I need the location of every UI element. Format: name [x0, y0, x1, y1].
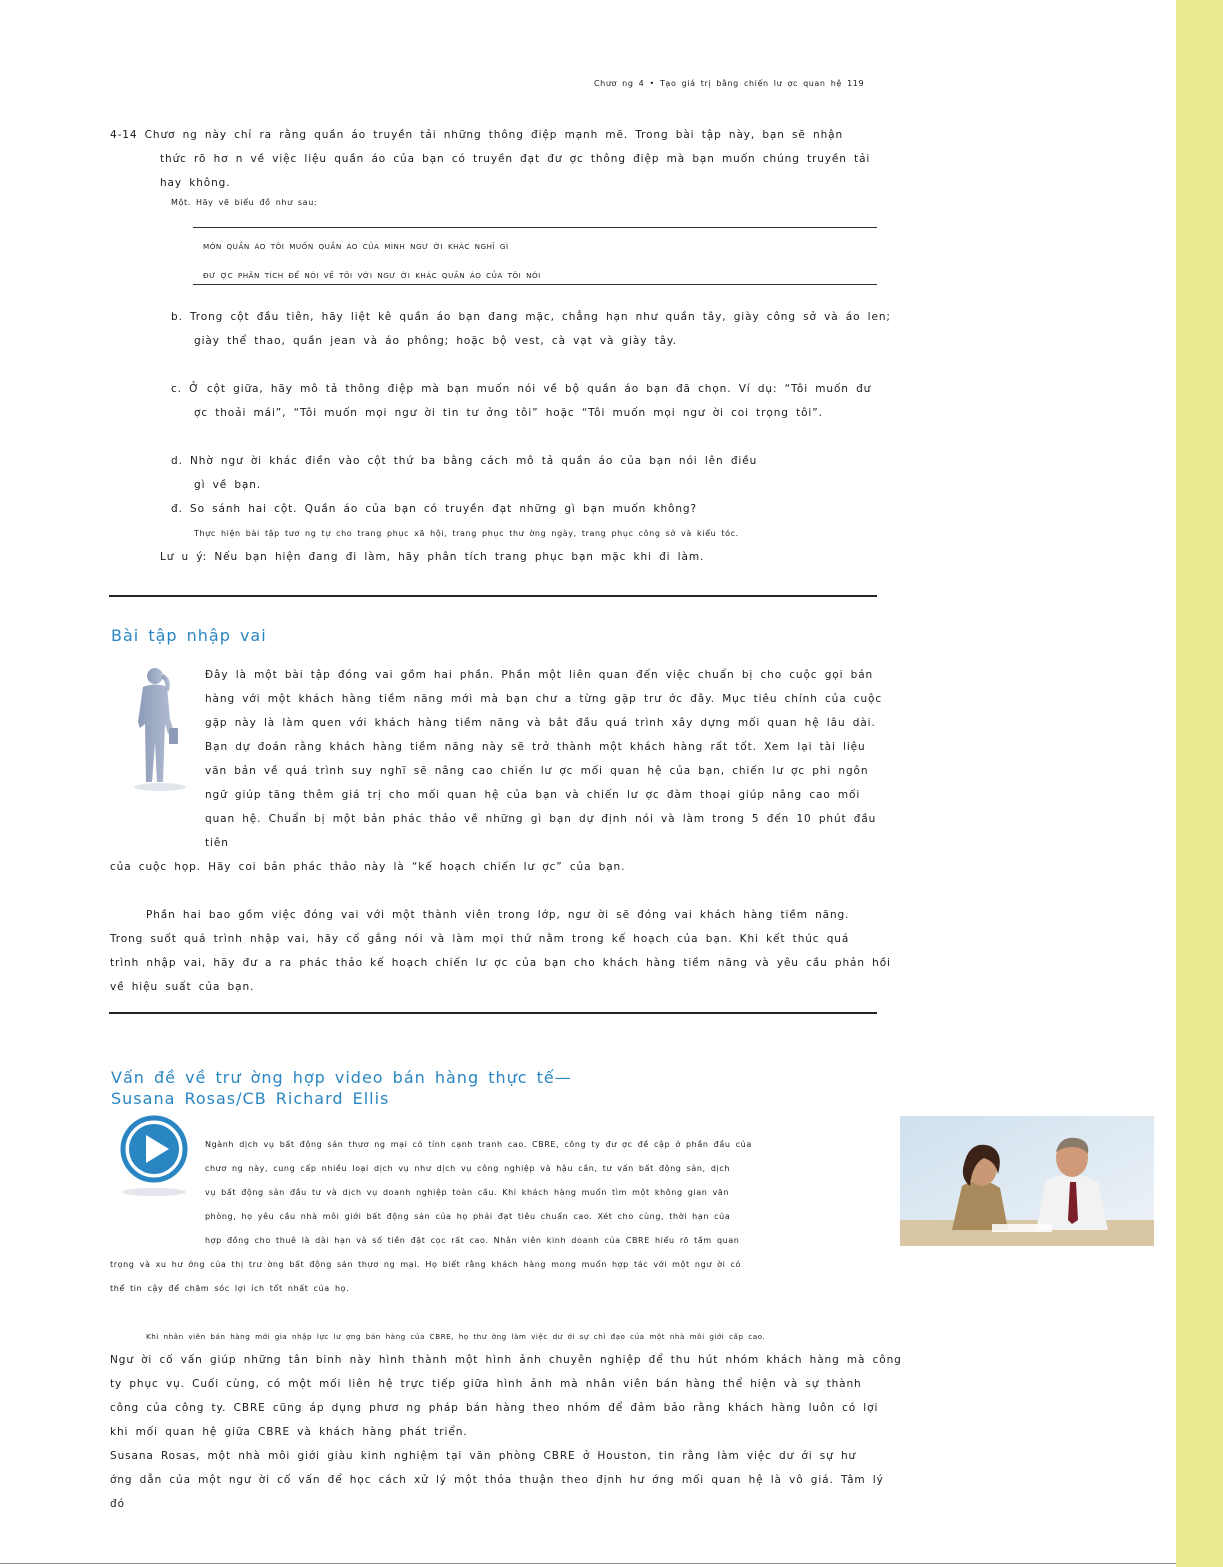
roleplay-line: quan hệ. Chuẩn bị một bản phác thảo về những gì bạn dự định nói và làm trong 5 đến 10 phút đầu: [205, 813, 877, 825]
roleplay-line: ngữ giúp tăng thêm giá trị cho mối quan hệ của bạn và chiến lư ợc đàm thoại giúp nâng cao mối: [205, 789, 861, 801]
person-silhouette-icon: [128, 664, 192, 794]
running-header: Chươ ng 4 • Tạo giá trị bằng chiến lư ợc quan hệ 119: [594, 79, 865, 88]
section-subtitle-video-case: Susana Rosas/CB Richard Ellis: [111, 1089, 390, 1108]
section-divider: [109, 1012, 877, 1014]
section-title-video-case: Vấn đề về trư ờng hợp video bán hàng thực tế—: [111, 1068, 572, 1087]
chart-header-row-2: ĐƯ ỢC PHÂN TÍCH ĐỂ NÓI VỀ TÔI VỚI NGƯ ỜI KHÁC QUẦN ÁO CỦA TÔI NÓI: [203, 271, 541, 280]
sales-meeting-photo: [900, 1116, 1154, 1246]
page-bottom-rule: [0, 1563, 1176, 1564]
video-case-para2: công của công ty. CBRE cũng áp dụng phươ ng pháp bán hàng theo nhóm để đảm bảo rằng khách hàng luôn có lợi: [110, 1402, 879, 1414]
video-case-para2: ty phục vụ. Cuối cùng, có một mối liên hệ trực tiếp giữa hình ảnh mà nhân viên bán hàng thể hiện và sự thành: [110, 1378, 862, 1390]
exercise-step-b: b. Trong cột đầu tiên, hãy liệt kê quần áo bạn đang mặc, chẳng hạn như quần tây, giày công sở và áo len;: [171, 311, 891, 323]
exercise-line: hay không.: [160, 177, 231, 189]
roleplay-part-two: trình nhập vai, hãy đư a ra phác thảo kế hoạch chiến lư ợc của bạn cho khách hàng tiềm năng và yêu cầu phản hồi: [110, 957, 891, 969]
play-video-icon[interactable]: [114, 1112, 194, 1198]
roleplay-line: tiên: [205, 837, 229, 849]
exercise-step-d: gì về bạn.: [194, 479, 262, 491]
exercise-step-d: d. Nhờ ngư ời khác điền vào cột thứ ba bằng cách mô tả quần áo của bạn nói lên điều: [171, 455, 758, 467]
video-case-para2: đó: [110, 1498, 125, 1510]
video-case-para2: ớng dẫn của một ngư ời cố vấn để học cách xử lý một thỏa thuận theo định hư ớng mối quan hệ là vô giá. Tâm lý: [110, 1474, 884, 1486]
page-edge-color-band: [1176, 0, 1223, 1567]
roleplay-line: Đây là một bài tập đóng vai gồm hai phần. Phần một liên quan đến việc chuẩn bị cho cuộc gọi bán: [205, 669, 874, 681]
video-case-para2: Ngư ời cố vấn giúp những tân binh này hình thành một hình ảnh chuyên nghiệp để thu hút nhóm khách hàng mà công: [110, 1354, 902, 1366]
video-case-line: trọng và xu hư ớng của thị trư ờng bất động sản thươ ng mại. Họ biết rằng khách hàng mong muốn hợp tác với một ngư ời có: [110, 1260, 742, 1269]
exercise-step-a: Một. Hãy vẽ biểu đồ như sau:: [171, 198, 318, 207]
video-case-para2: Susana Rosas, một nhà môi giới giàu kinh nghiệm tại văn phòng CBRE ở Houston, tin rằng làm việc dư ới sự hư: [110, 1450, 857, 1462]
video-case-para2: khi mối quan hệ giữa CBRE và khách hàng phát triển.: [110, 1426, 468, 1438]
roleplay-line: Bạn dự đoán rằng khách hàng tiềm năng này sẽ trở thành một khách hàng rất tốt. Xem lại tài liệu: [205, 741, 866, 753]
exercise-step-e: đ. So sánh hai cột. Quần áo của bạn có truyền đạt những gì bạn muốn không?: [171, 503, 697, 515]
section-title-roleplay: Bài tập nhập vai: [111, 626, 267, 645]
chart-top-rule: [193, 227, 877, 228]
roleplay-part-two: Trong suốt quá trình nhập vai, hãy cố gắng nói và làm mọi thứ nằm trong kế hoạch của bạn. Khi kết thúc quá: [110, 933, 850, 945]
exercise-work-note: Lư u ý: Nếu bạn hiện đang đi làm, hãy phân tích trang phục bạn mặc khi đi làm.: [160, 551, 705, 563]
roleplay-line: gặp này là làm quen với khách hàng tiềm năng và bắt đầu quá trình xây dựng mối quan hệ lâu dài.: [205, 717, 876, 729]
chart-bottom-rule: [193, 284, 877, 285]
video-case-para2: Khi nhân viên bán hàng mới gia nhập lực lư ợng bán hàng của CBRE, họ thư ờng làm việc dư ới sự chỉ đạo của một nhà môi giới cấp cao.: [146, 1332, 766, 1341]
exercise-line: thức rõ hơ n về việc liệu quần áo của bạn có truyền đạt đư ợc thông điệp mà bạn muốn chúng truyền tải: [160, 153, 871, 165]
roleplay-part-two: về hiệu suất của bạn.: [110, 981, 255, 993]
video-case-line: vụ bất động sản đầu tư và dịch vụ doanh nghiệp toàn cầu. Khi khách hàng muốn tìm một không gian văn: [205, 1188, 730, 1197]
exercise-step-c: c. Ở cột giữa, hãy mô tả thông điệp mà bạn muốn nói về bộ quần áo bạn đã chọn. Ví dụ: “Tôi muốn đư: [171, 383, 872, 395]
exercise-repeat-note: Thực hiện bài tập tươ ng tự cho trang phục xã hội, trang phục thư ờng ngày, trang phục công sở và kiểu tóc.: [194, 529, 739, 538]
video-case-line: thể tin cậy để chăm sóc lợi ích tốt nhất của họ.: [110, 1284, 350, 1293]
roleplay-line: văn bản về quá trình suy nghĩ sẽ nâng cao chiến lư ợc mối quan hệ của bạn, chiến lư ợc phi ngôn: [205, 765, 869, 777]
exercise-step-b: giày thể thao, quần jean và áo phông; hoặc bộ vest, cà vạt và giày tây.: [194, 335, 677, 347]
video-case-line: chươ ng này, cung cấp nhiều loại dịch vụ như dịch vụ công nghiệp và hậu cần, tư vấn bất động sản, dịch: [205, 1164, 731, 1173]
chart-header-row-1: MÓN QUẦN ÁO TÔI MUỐN QUẦN ÁO CỦA MÌNH NGƯ ỜI KHÁC NGHĨ GÌ: [203, 242, 509, 251]
roleplay-part-two: Phần hai bao gồm việc đóng vai với một thành viên trong lớp, ngư ời sẽ đóng vai khách hàng tiềm năng.: [146, 909, 850, 921]
video-case-line: hợp đồng cho thuê là dài hạn và số tiền đặt cọc rất cao. Nhân viên kinh doanh của CBRE hiểu rõ tầm quan: [205, 1236, 740, 1245]
roleplay-line: hàng với một khách hàng tiềm năng mới mà bạn chư a từng gặp trư ớc đây. Mục tiêu chính của cuộc: [205, 693, 883, 705]
video-case-line: phòng, họ yêu cầu nhà môi giới bất động sản của họ phải đạt tiêu chuẩn cao. Xét cho cùng, thời hạn của: [205, 1212, 731, 1221]
video-case-line: Ngành dịch vụ bất động sản thươ ng mại có tính cạnh tranh cao. CBRE, công ty đư ợc đề cập ở phần đầu của: [205, 1140, 752, 1149]
section-divider: [109, 595, 877, 597]
exercise-line: 4-14 Chươ ng này chỉ ra rằng quần áo truyền tải những thông điệp mạnh mẽ. Trong bài tập này, bạn sẽ nhận: [110, 129, 844, 141]
roleplay-line: của cuộc họp. Hãy coi bản phác thảo này là “kế hoạch chiến lư ợc” của bạn.: [110, 861, 626, 873]
exercise-step-c: ợc thoải mái”, “Tôi muốn mọi ngư ời tin tư ởng tôi” hoặc “Tôi muốn mọi ngư ời coi trọng tôi”.: [194, 407, 823, 419]
